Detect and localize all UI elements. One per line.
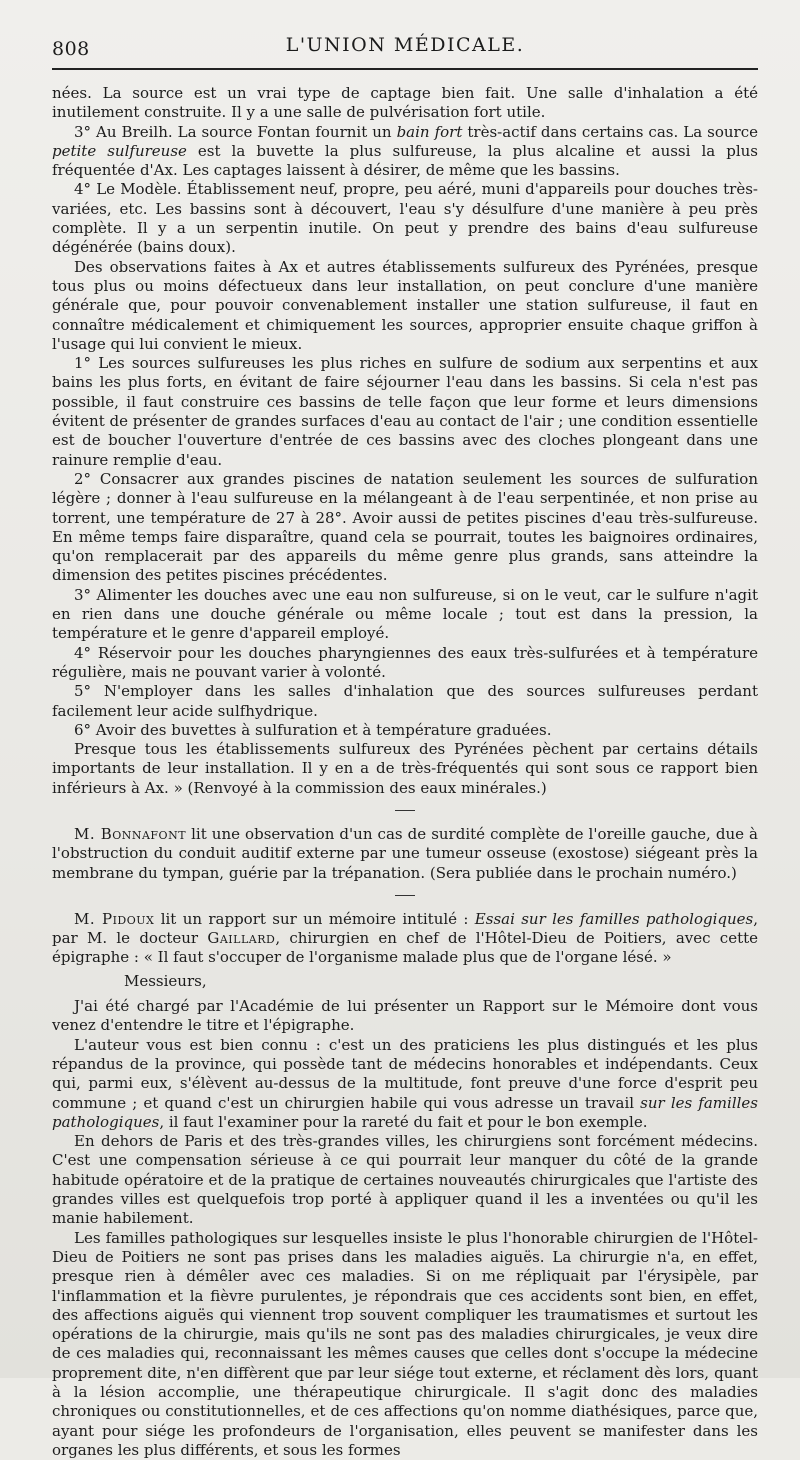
section-separator bbox=[395, 810, 415, 811]
page-header bbox=[52, 30, 758, 64]
text-run: , il faut l'examiner pour la rareté du fait et pour le bon exemple. bbox=[159, 1112, 648, 1131]
text-run: L'auteur vous est bien connu : c'est un des praticiens les plus distingués et les plus répandus de la province, qui possède tant de médecins honorables et indépendants. Ceux qui, parmi eux, s'élèvent au-dessus de la multitude, font preuve d'une force d'esprit peu commune ; et quand c'est un chirurgien habile qui vous adresse un travail bbox=[52, 1035, 758, 1112]
paragraph: 1° Les sources sulfureuses les plus riches en sulfure de sodium aux serpentins et aux bains les plus forts, en évitant de faire séjourner l'eau dans les bassins. Si cela n'est pas possible, il faut construire ces bassins de telle façon que leur forme et leurs dimensions évitent de présenter de grandes surfaces d'eau au contact de l'air ; une condition essentielle est de boucher l'ouverture d'entrée de ces bassins avec des cloches plongeant dans une rainure remplie d'eau. bbox=[52, 354, 758, 469]
paragraph: 2° Consacrer aux grandes piscines de natation seulement les sources de sulfuration légère ; donner à l'eau sulfureuse en la mélangeant à de l'eau serpentinée, et non prise au torrent, une température de 27 à 28°. Avoir aussi de petites piscines d'eau très-sulfureuse. En même temps faire disparaître, quand cela se pourrait, toutes les baignoires ordinaires, qu'on remplacerait par des appareils du même genre plus grands, sans atteindre la dimension des petites piscines précédentes. bbox=[52, 469, 758, 585]
paragraph: Les familles pathologiques sur lesquelles insiste le plus l'honorable chirurgien de l'Hôtel-Dieu de Poitiers ne sont pas prises dans les maladies aiguës. La chirurgie n'a, en effet, presque rien à démêler avec ces maladies. Si on me répliquait par l'érysipèle, par l'inflammation et la fièvre purulentes, je répondrais que ces accidents sont bien, en effet, des affections aiguës qui viennent trop souvent compliquer les traumatismes et surtout les opérations de la chirurgie, mais qu'ils ne sont pas des maladies chirurgicales, je veux dire de ces maladies qui, reconnaissant les mêmes causes que celles dont s'occupe la médecine proprement dite, n'en diffèrent que par leur siége tout externe, et réclament dès lors, quant à la lésion accomplie, une thérapeutique chirurgicale. Il s'agit donc des maladies chroniques ou constitutionnelles, et de ces affections qu'on nomme diathésiques, parce que, ayant pour siége les profondeurs de l'organisation, elles peuvent se manifester dans les organes les plus différents, et sous les formes bbox=[52, 1228, 758, 1459]
paragraph: En dehors de Paris et des très-grandes villes, les chirurgiens sont forcément médecins. C'est une compensation sérieuse à ce qui pourrait leur manquer du côté de la grande habitude opératoire et de la pratique de certaines nouveautés chirurgicales que l'artiste des grandes villes est quelquefois trop porté à appliquer quand il les a inventées ou qu'il les manie habilement. bbox=[52, 1132, 758, 1228]
text-run: , chirurgien en chef de l'Hôtel-Dieu de Poitiers, avec cette épigraphe : « Il faut s'occuper de l'organisme malade plus que de l'organe lésé. » bbox=[52, 929, 759, 967]
paragraph: 4° Le Modèle. Établissement neuf, propre, peu aéré, muni d'appareils pour douches très-variées, etc. Les bassins sont à découvert, l'eau s'y désulfure d'une manière à peu près complète. Il y a un serpentin inutile. On peut y prendre des bains d'eau sulfureuse dégénérée (bains doux). bbox=[52, 180, 758, 257]
salutation: Messieurs, bbox=[124, 971, 207, 990]
text-run: lit une observation d'un cas de surdité complète de l'oreille gauche, due à l'obstruction du conduit auditif externe par une tumeur osseuse (exostose) siégeant près la membrane du tympan, guérie par la trépanation. (Sera publiée dans le prochain numéro.) bbox=[52, 824, 758, 882]
article-body bbox=[52, 84, 758, 1460]
author-name: Gaillard bbox=[207, 929, 276, 948]
paragraph: nées. La source est un vrai type de captage bien fait. Une salle d'inhalation a été inutilement construite. Il y a une salle de pulvérisation fort utile. bbox=[52, 84, 758, 122]
emphasis: petite sulfureuse bbox=[52, 141, 187, 160]
paragraph bbox=[52, 1036, 758, 1132]
text-run: , par M. le docteur bbox=[52, 909, 758, 948]
paragraph: 6° Avoir des buvettes à sulfuration et à température graduées. bbox=[74, 720, 552, 739]
page-number: 808 bbox=[52, 38, 90, 60]
emphasis: bain fort bbox=[396, 122, 463, 141]
paragraph bbox=[52, 825, 758, 883]
paragraph: J'ai été chargé par l'Académie de lui présenter un Rapport sur le Mémoire dont vous venez d'entendre le titre et l'épigraphe. bbox=[52, 997, 758, 1035]
paragraph: Presque tous les établissements sulfureux des Pyrénées pèchent par certains détails importants de leur installation. Il y en a de très-fréquentés qui sont sous ce rapport bien inférieurs à Ax. » (Renvoyé à la commission des eaux minérales.) bbox=[52, 740, 758, 797]
paragraph: 3° Alimenter les douches avec une eau non sulfureuse, si on le veut, car le sulfure n'agit en rien dans une douche générale ou même locale ; tout est dans la pression, la température et le genre d'appareil employé. bbox=[52, 585, 758, 643]
paragraph bbox=[52, 123, 758, 181]
paragraph: 5° N'employer dans les salles d'inhalation que des sources sulfureuses perdant facilement leur acide sulfhydrique. bbox=[52, 682, 758, 720]
journal-title: L'UNION MÉDICALE. bbox=[285, 34, 525, 56]
text-run: lit un rapport sur un mémoire intitulé : bbox=[154, 909, 475, 928]
text-run: est la buvette la plus sulfureuse, la plus alcaline et aussi la plus fréquentée d'Ax. Les captages laissent à désirer, de même que les bassins. bbox=[52, 141, 758, 180]
paragraph bbox=[52, 910, 758, 968]
text-run: très-actif dans certains cas. La source bbox=[462, 122, 758, 141]
header-rule bbox=[52, 68, 758, 70]
section-separator bbox=[395, 895, 415, 896]
paragraph: 4° Réservoir pour les douches pharyngiennes des eaux très-sulfurées et à température régulière, mais ne pouvant varier à volonté. bbox=[52, 643, 758, 681]
speaker-name: M. Pidoux bbox=[74, 909, 155, 928]
speaker-name: M. Bonnafont bbox=[74, 824, 187, 843]
memoir-title: Essai sur les familles pathologiques bbox=[474, 909, 754, 928]
emphasis: sur les familles pathologiques bbox=[52, 1093, 758, 1131]
text-run: 3° Au Breilh. La source Fontan fournit un bbox=[74, 122, 397, 141]
paragraph: Des observations faites à Ax et autres établissements sulfureux des Pyrénées, presque tous plus ou moins défectueux dans leur installation, on peut conclure d'une manière générale que, pour pouvoir convenablement installer une station sulfureuse, il faut en connaître médicalement et chimiquement les sources, approprier ensuite chaque griffon à l'usage qui lui convient le mieux. bbox=[52, 257, 758, 353]
